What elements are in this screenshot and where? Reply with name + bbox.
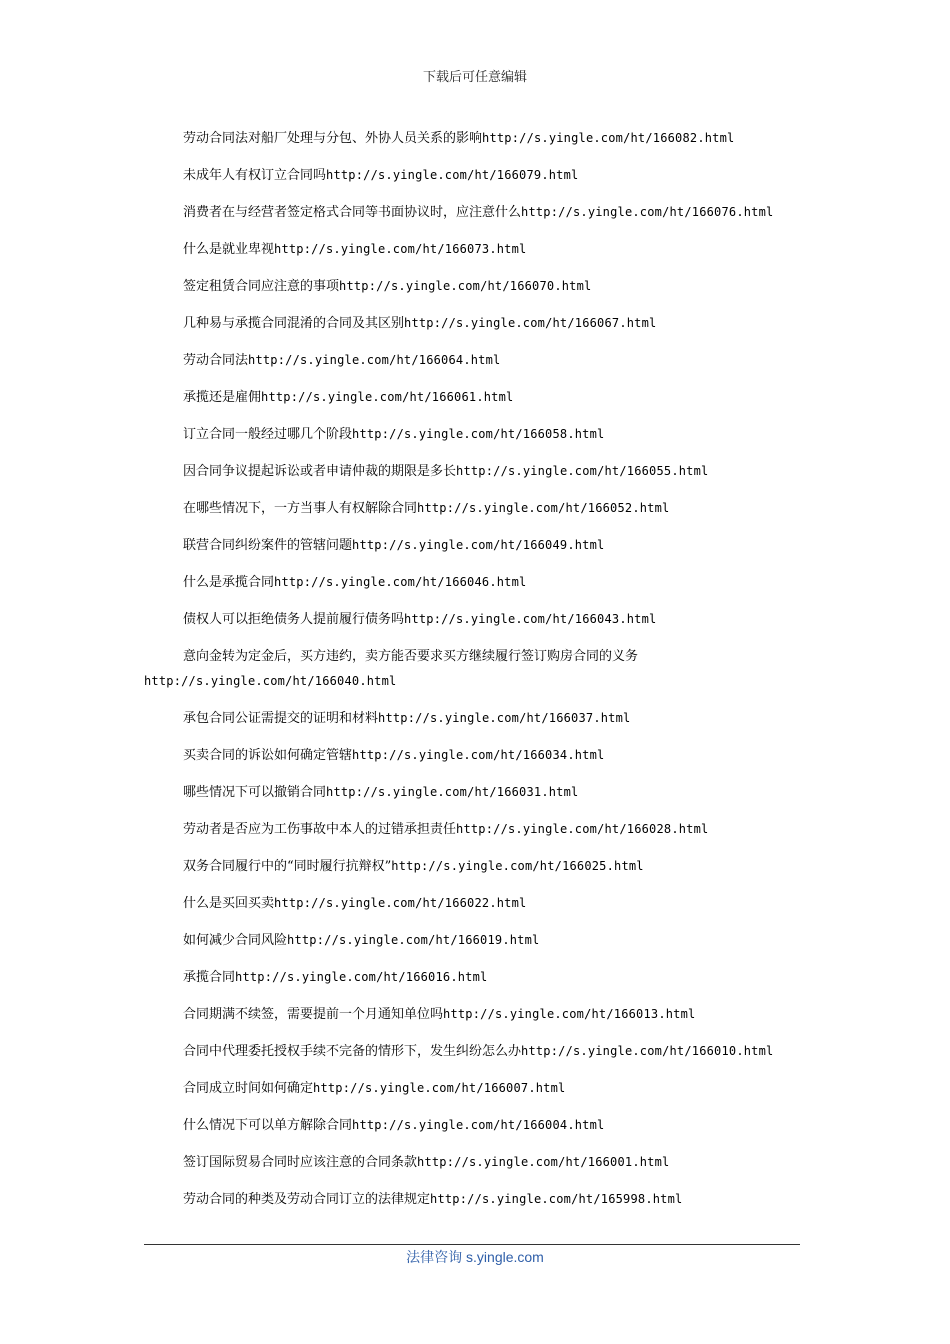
- item-url-link[interactable]: http://s.yingle.com/ht/166034.html: [352, 748, 605, 762]
- item-title: 因合同争议提起诉讼或者申请仲裁的期限是多长: [183, 464, 457, 479]
- list-item: [144, 533, 804, 570]
- list-item: [144, 570, 804, 607]
- item-url-link[interactable]: http://s.yingle.com/ht/166040.html: [144, 674, 397, 688]
- list-item: [144, 644, 804, 706]
- item-url-link[interactable]: http://s.yingle.com/ht/166022.html: [274, 896, 527, 910]
- item-url-link[interactable]: http://s.yingle.com/ht/166001.html: [417, 1155, 670, 1169]
- item-title: 双务合同履行中的“同时履行抗辩权”: [183, 859, 392, 874]
- item-url-link[interactable]: http://s.yingle.com/ht/166064.html: [248, 353, 501, 367]
- item-url-link[interactable]: http://s.yingle.com/ht/166067.html: [404, 316, 657, 330]
- article-link-list: [144, 126, 804, 1224]
- item-title: 合同成立时间如何确定: [183, 1081, 314, 1096]
- item-url-link[interactable]: http://s.yingle.com/ht/166046.html: [274, 575, 527, 589]
- item-title: 如何减少合同风险: [183, 933, 288, 948]
- item-title: 哪些情况下可以撤销合同: [183, 785, 327, 800]
- item-url-link[interactable]: http://s.yingle.com/ht/166079.html: [326, 168, 579, 182]
- item-url-link[interactable]: http://s.yingle.com/ht/166037.html: [378, 711, 631, 725]
- item-title: 签定租赁合同应注意的事项: [183, 279, 340, 294]
- page-footer[interactable]: 法律咨询 s.yingle.com: [406, 1249, 544, 1265]
- list-item: [144, 422, 804, 459]
- item-url-link[interactable]: http://s.yingle.com/ht/166058.html: [352, 427, 605, 441]
- list-item: [144, 928, 804, 965]
- item-title: 什么情况下可以单方解除合同: [183, 1118, 353, 1133]
- list-item: [144, 1150, 804, 1187]
- list-item: [144, 385, 804, 422]
- item-title: 意向金转为定金后，买方违约，卖方能否要求买方继续履行签订购房合同的义务: [183, 649, 639, 664]
- item-url-link[interactable]: http://s.yingle.com/ht/166070.html: [339, 279, 592, 293]
- item-title: 在哪些情况下，一方当事人有权解除合同: [183, 501, 418, 516]
- item-title: 什么是承揽合同: [183, 575, 275, 590]
- list-item: [144, 1113, 804, 1150]
- item-title: 合同中代理委托授权手续不完备的情形下，发生纠纷怎么办: [183, 1044, 522, 1059]
- list-item: [144, 1002, 804, 1039]
- list-item: [144, 965, 804, 1002]
- item-title: 劳动合同的种类及劳动合同订立的法律规定: [183, 1192, 431, 1207]
- item-title: 承揽合同: [183, 970, 236, 985]
- item-title: 订立合同一般经过哪几个阶段: [183, 427, 353, 442]
- item-url-link[interactable]: http://s.yingle.com/ht/166052.html: [417, 501, 670, 515]
- item-title: 合同期满不续签，需要提前一个月通知单位吗: [183, 1007, 444, 1022]
- list-item: [144, 780, 804, 817]
- item-title: 劳动合同法对船厂处理与分包、外协人员关系的影响: [183, 131, 483, 146]
- item-url-link[interactable]: http://s.yingle.com/ht/166028.html: [456, 822, 709, 836]
- list-item: [144, 854, 804, 891]
- item-title: 什么是买回买卖: [183, 896, 275, 911]
- item-url-link[interactable]: http://s.yingle.com/ht/166031.html: [326, 785, 579, 799]
- item-url-link[interactable]: http://s.yingle.com/ht/166073.html: [274, 242, 527, 256]
- item-url-link[interactable]: http://s.yingle.com/ht/166061.html: [261, 390, 514, 404]
- item-title: 未成年人有权订立合同吗: [183, 168, 327, 183]
- list-item: [144, 1187, 804, 1224]
- item-url-link[interactable]: http://s.yingle.com/ht/166004.html: [352, 1118, 605, 1132]
- item-url-link[interactable]: http://s.yingle.com/ht/165998.html: [430, 1192, 683, 1206]
- list-item: [144, 891, 804, 928]
- list-item: [144, 607, 804, 644]
- list-item: [144, 311, 804, 348]
- item-url-link[interactable]: http://s.yingle.com/ht/166016.html: [235, 970, 488, 984]
- item-url-link[interactable]: http://s.yingle.com/ht/166007.html: [313, 1081, 566, 1095]
- list-item: [144, 706, 804, 743]
- item-title: 签订国际贸易合同时应该注意的合同条款: [183, 1155, 418, 1170]
- list-item: [144, 126, 804, 163]
- footer-divider: [144, 1244, 800, 1245]
- item-url-link[interactable]: http://s.yingle.com/ht/166013.html: [443, 1007, 696, 1021]
- item-url-link[interactable]: http://s.yingle.com/ht/166043.html: [404, 612, 657, 626]
- list-item: [144, 237, 804, 274]
- item-title: 承包合同公证需提交的证明和材料: [183, 711, 379, 726]
- item-url-link[interactable]: http://s.yingle.com/ht/166082.html: [482, 131, 735, 145]
- item-title: 几种易与承揽合同混淆的合同及其区别: [183, 316, 405, 331]
- item-title: 劳动合同法: [183, 353, 249, 368]
- list-item: [144, 743, 804, 780]
- list-item: [144, 200, 804, 237]
- item-url-link[interactable]: http://s.yingle.com/ht/166076.html: [521, 205, 774, 219]
- item-title: 买卖合同的诉讼如何确定管辖: [183, 748, 353, 763]
- item-url-link[interactable]: http://s.yingle.com/ht/166055.html: [456, 464, 709, 478]
- list-item: [144, 459, 804, 496]
- list-item: [144, 274, 804, 311]
- list-item: [144, 817, 804, 854]
- item-title: 什么是就业卑视: [183, 242, 275, 257]
- item-url-link[interactable]: http://s.yingle.com/ht/166019.html: [287, 933, 540, 947]
- item-title: 承揽还是雇佣: [183, 390, 262, 405]
- item-title: 消费者在与经营者签定格式合同等书面协议时，应注意什么: [183, 205, 522, 220]
- item-title: 债权人可以拒绝债务人提前履行债务吗: [183, 612, 405, 627]
- list-item: [144, 496, 804, 533]
- page-header: 下载后可任意编辑: [422, 70, 527, 85]
- item-url-link[interactable]: http://s.yingle.com/ht/166025.html: [391, 859, 644, 873]
- item-url-link[interactable]: http://s.yingle.com/ht/166010.html: [521, 1044, 774, 1058]
- list-item: [144, 348, 804, 385]
- list-item: [144, 1039, 804, 1076]
- list-item: [144, 163, 804, 200]
- list-item: [144, 1076, 804, 1113]
- item-url-link[interactable]: http://s.yingle.com/ht/166049.html: [352, 538, 605, 552]
- item-title: 劳动者是否应为工伤事故中本人的过错承担责任: [183, 822, 457, 837]
- item-title: 联营合同纠纷案件的管辖问题: [183, 538, 353, 553]
